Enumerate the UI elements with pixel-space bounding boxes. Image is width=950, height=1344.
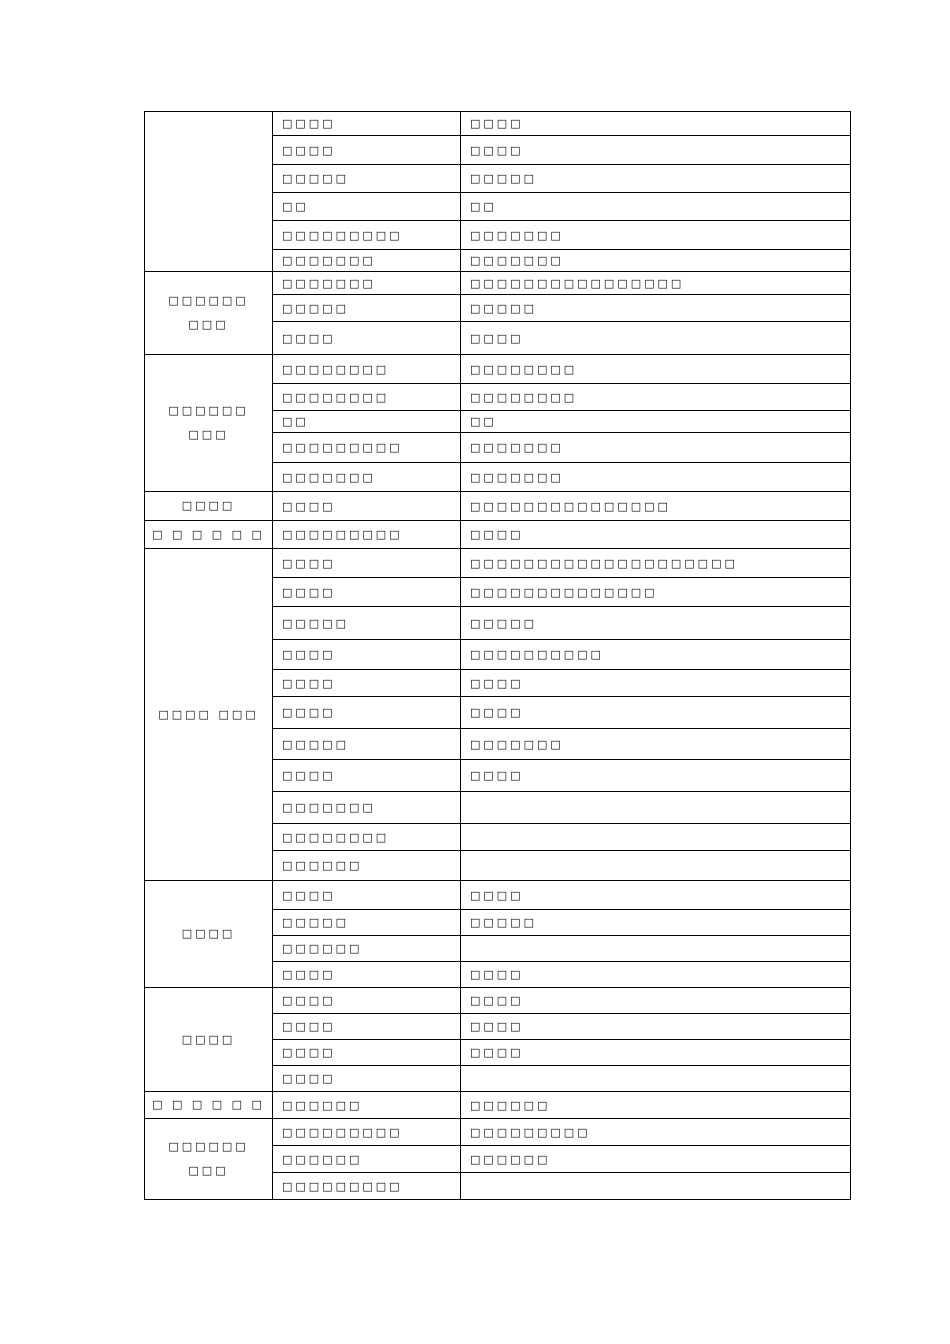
detail-cell: □□□□ [461,988,851,1014]
detail-cell: □□□□□□ [461,1146,851,1173]
item-cell: □□□□□□□□□ [273,433,461,463]
detail-cell: □□□□ [461,962,851,988]
detail-cell: □□□□□□□□□□□□□□□□□□□□ [461,549,851,578]
detail-cell [461,792,851,824]
detail-cell: □□ [461,193,851,221]
detail-cell: □□□□□□□ [461,250,851,272]
detail-cell: □□□□□□□□□□□□□□□□ [461,272,851,295]
group-label [145,112,273,272]
item-cell: □□□□□□□□□ [273,1119,461,1146]
table-row [145,1119,851,1146]
item-cell: □□□□□□□□ [273,824,461,851]
table-row [145,1092,851,1119]
detail-cell: □□□□□□□ [461,729,851,760]
detail-cell: □□□□ [461,670,851,697]
table-row [145,988,851,1014]
detail-cell: □□□□□□□□ [461,384,851,411]
detail-cell: □□□□ [461,1014,851,1040]
detail-cell: □□ [461,411,851,433]
item-cell: □□□□□□□□ [273,355,461,384]
item-cell: □□□□□□ [273,1092,461,1119]
item-cell: □□□□□□□□□ [273,221,461,250]
item-cell: □□□□□ [273,910,461,936]
item-cell: □□□□ [273,578,461,607]
item-cell: □□□□ [273,492,461,521]
item-cell: □□□□□ [273,607,461,640]
item-cell: □□ [273,411,461,433]
item-cell: □□□□ [273,1014,461,1040]
group-label: □□□□ [145,881,273,988]
detail-cell: □□□□ [461,881,851,910]
detail-cell: □□□□□□□□□ [461,1119,851,1146]
detail-cell [461,936,851,962]
item-cell: □□□□□□□ [273,463,461,492]
group-label: □□□□ □□□ [145,549,273,881]
item-cell: □□□□ [273,640,461,670]
detail-cell [461,824,851,851]
table-body [145,112,851,1200]
detail-cell: □□□□ [461,760,851,792]
table-row [145,355,851,384]
group-label: □ □ □ □ □ □ [145,1092,273,1119]
detail-cell: □□□□□□□□ [461,355,851,384]
item-cell: □□□□□□ [273,936,461,962]
item-cell: □□□□□□□□ [273,384,461,411]
item-cell: □□□□□□□ [273,272,461,295]
detail-cell: □□□□□□□ [461,221,851,250]
item-cell: □□□□ [273,112,461,136]
table-row [145,521,851,549]
table-row [145,112,851,136]
item-cell: □□□□ [273,760,461,792]
item-cell: □□□□ [273,549,461,578]
item-cell: □□□□□□□ [273,792,461,824]
detail-cell [461,1066,851,1092]
item-cell: □□□□ [273,322,461,355]
detail-cell: □□□□□ [461,165,851,193]
item-cell: □□□□□□ [273,851,461,881]
detail-cell: □□□□ [461,521,851,549]
detail-cell: □□□□□□ [461,1092,851,1119]
detail-cell [461,851,851,881]
detail-cell: □□□□□□□ [461,463,851,492]
detail-cell: □□□□ [461,697,851,729]
document-table [144,111,851,1200]
detail-cell: □□□□□ [461,607,851,640]
item-cell: □□□□ [273,136,461,165]
item-cell: □□ [273,193,461,221]
item-cell: □□□□□□ [273,1146,461,1173]
detail-cell: □□□□ [461,112,851,136]
detail-cell: □□□□ [461,1040,851,1066]
table-row [145,881,851,910]
detail-cell: □□□□ [461,136,851,165]
table-row [145,492,851,521]
group-label: □□□□ [145,492,273,521]
group-label: □□□□□□ □□□ [145,1119,273,1200]
detail-cell: □□□□□□□□□□ [461,640,851,670]
table-row [145,272,851,295]
detail-cell [461,1173,851,1200]
item-cell: □□□□□ [273,165,461,193]
item-cell: □□□□□ [273,295,461,322]
item-cell: □□□□□□□□□ [273,521,461,549]
table-row [145,549,851,578]
group-label: □□□□□□ □□□ [145,272,273,355]
item-cell: □□□□□□□ [273,250,461,272]
item-cell: □□□□ [273,881,461,910]
item-cell: □□□□ [273,988,461,1014]
group-label: □□□□ [145,988,273,1092]
item-cell: □□□□□ [273,729,461,760]
group-label: □□□□□□ □□□ [145,355,273,492]
detail-cell: □□□□□ [461,295,851,322]
detail-cell: □□□□□□□ [461,433,851,463]
detail-cell: □□□□□□□□□□□□□□□ [461,492,851,521]
item-cell: □□□□ [273,1040,461,1066]
item-cell: □□□□□□□□□ [273,1173,461,1200]
item-cell: □□□□ [273,670,461,697]
detail-cell: □□□□□□□□□□□□□□ [461,578,851,607]
detail-cell: □□□□ [461,322,851,355]
detail-cell: □□□□□ [461,910,851,936]
group-label: □ □ □ □ □ □ [145,521,273,549]
item-cell: □□□□ [273,962,461,988]
item-cell: □□□□ [273,697,461,729]
item-cell: □□□□ [273,1066,461,1092]
